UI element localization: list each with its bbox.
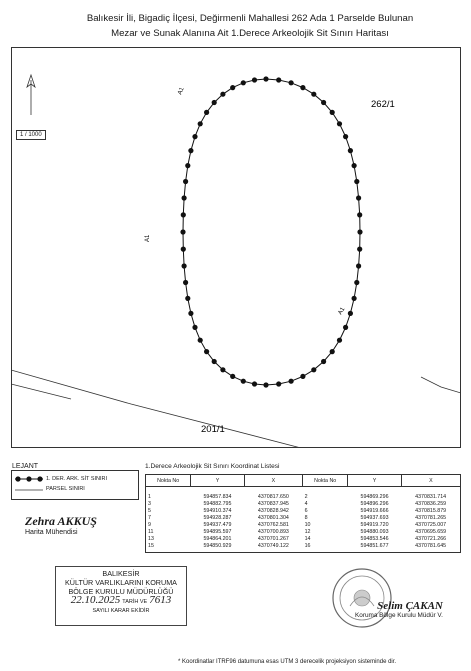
boundary-point: [252, 77, 257, 82]
legend-title: LEJANT: [12, 463, 39, 470]
boundary-point: [241, 379, 246, 384]
boundary-point: [230, 374, 235, 379]
table-cell: 4370801.304: [257, 515, 289, 521]
boundary-point: [192, 325, 197, 330]
boundary-point: [356, 195, 361, 200]
table-cell: 16: [304, 543, 311, 549]
boundary-point: [289, 80, 294, 85]
boundary-label-top: A1: [177, 86, 186, 96]
stamp-line-5: SAYILI KARAR EKİDİR: [92, 608, 150, 614]
col-header: X: [244, 475, 302, 487]
title-line-1: Balıkesir İli, Bigadiç İlçesi, Değirmenli Mahallesi 262 Ada 1 Parselde Bulunan: [86, 13, 414, 24]
table-cell: 4370700.893: [257, 529, 289, 535]
boundary-point: [321, 359, 326, 364]
boundary-point: [276, 381, 281, 386]
col-header: Nokta No: [146, 475, 191, 487]
signature-right: [355, 600, 443, 619]
footnote: * Koordinatlar ITRF96 datumuna esas UTM 3 derecelik projeksiyon sisteminde dir.: [178, 659, 397, 665]
boundary-point: [263, 382, 268, 387]
boundary-point: [204, 349, 209, 354]
boundary-point: [289, 379, 294, 384]
legend-item-site: 1. DER. ARK. SİT SINIRI: [46, 476, 108, 482]
boundary-point: [220, 367, 225, 372]
parcel-label-262-1: 262/1: [371, 99, 395, 110]
stamp-date: 22.10.2025: [70, 594, 121, 606]
table-cell: 3: [148, 501, 151, 507]
map-title: [40, 11, 460, 41]
table-cell: 594937.693: [360, 515, 389, 521]
boundary-point: [252, 381, 257, 386]
boundary-point: [352, 163, 357, 168]
boundary-point: [321, 100, 326, 105]
signature-left: [25, 514, 97, 536]
signature-right-name: Selim ÇAKAN: [377, 600, 443, 612]
legend-dot-icon: [37, 476, 42, 481]
boundary-point: [300, 85, 305, 90]
boundary-label-right: A1: [337, 306, 347, 316]
table-cell: 4370831.714: [415, 494, 447, 500]
boundary-point: [263, 76, 268, 81]
table-row: [146, 515, 461, 522]
boundary-point: [343, 134, 348, 139]
boundary-point: [357, 247, 362, 252]
stamp-line-3: BÖLGE KURULU MÜDÜRLÜĞÜ: [68, 587, 174, 596]
boundary-point: [185, 296, 190, 301]
table-cell: 4370828.942: [257, 508, 289, 514]
table-cell: 13: [148, 536, 154, 542]
table-cell: 14: [304, 536, 311, 542]
boundary-point: [198, 338, 203, 343]
boundary-point: [276, 77, 281, 82]
table-cell: 11: [148, 529, 154, 535]
table-cell: 4370725.007: [415, 522, 447, 528]
boundary-point: [220, 92, 225, 97]
table-row: [146, 536, 461, 543]
stamp-line-2: KÜLTÜR VARLIKLARINI KORUMA: [65, 578, 177, 587]
table-cell: 2: [304, 494, 308, 500]
table-cell: 4370701.267: [257, 536, 289, 542]
table-row: [146, 487, 461, 502]
boundary-point: [354, 179, 359, 184]
coordinate-table-body: [146, 487, 461, 553]
table-cell: 7: [148, 515, 151, 521]
approval-stamp: [55, 566, 187, 626]
boundary-point: [356, 263, 361, 268]
table-cell: 594919.720: [360, 522, 389, 528]
table-cell: 594850.929: [203, 543, 232, 549]
north-arrow: [27, 75, 35, 115]
map-canvas: [11, 47, 461, 448]
boundary-point: [300, 374, 305, 379]
boundary-point: [311, 367, 316, 372]
boundary-point: [181, 247, 186, 252]
col-header: X: [401, 475, 460, 487]
boundary-point: [330, 349, 335, 354]
boundary-point: [357, 212, 362, 217]
table-cell: 594857.834: [203, 494, 232, 500]
table-cell: 4370781.645: [415, 543, 447, 549]
boundary-point: [343, 325, 348, 330]
scale-box: 1 / 1000: [16, 130, 46, 140]
table-row: [146, 529, 461, 536]
table-cell: 10: [304, 522, 311, 528]
boundary-point: [182, 195, 187, 200]
col-header: Y: [348, 475, 401, 487]
boundary-point: [241, 80, 246, 85]
boundary-point: [212, 359, 217, 364]
boundary-point: [198, 121, 203, 126]
site-boundary-points: [180, 76, 362, 387]
legend-item-parcel: PARSEL SINIRI: [46, 486, 85, 492]
legend-dot-icon: [15, 476, 20, 481]
coordinate-table-title: 1.Derece Arkeolojik Sit Sınırı Koordinat Listesi: [145, 463, 280, 470]
table-cell: 4370837.945: [257, 501, 289, 507]
signature-left-title: Harita Mühendisi: [25, 529, 78, 536]
boundary-point: [182, 263, 187, 268]
table-cell: 594895.597: [203, 529, 232, 535]
table-cell: 594869.296: [360, 494, 389, 500]
boundary-point: [183, 179, 188, 184]
table-cell: 6: [304, 508, 308, 514]
signature-right-title: Koruma Bölge Kurulu Müdür V.: [355, 612, 443, 619]
table-cell: 594910.374: [203, 508, 232, 514]
boundary-point: [230, 85, 235, 90]
table-cell: 9: [148, 522, 151, 528]
boundary-point: [185, 163, 190, 168]
table-cell: 4370817.650: [257, 494, 289, 500]
boundary-point: [188, 311, 193, 316]
table-cell: 8: [304, 515, 308, 521]
boundary-point: [311, 92, 316, 97]
coordinate-table: [145, 474, 461, 553]
boundary-point: [204, 110, 209, 115]
boundary-point: [183, 280, 188, 285]
parcel-line-1: [11, 370, 301, 448]
table-cell: 4370721.266: [415, 536, 447, 542]
table-cell: 594853.546: [360, 536, 389, 542]
site-boundary-line: [183, 79, 360, 385]
table-cell: 594882.795: [203, 501, 232, 507]
table-cell: 12: [304, 529, 311, 535]
table-cell: 594937.479: [203, 522, 232, 528]
table-cell: 4370836.259: [415, 501, 447, 507]
boundary-label-left: A1: [145, 234, 151, 242]
stamp-decision-no: 7613: [149, 594, 172, 606]
boundary-point: [180, 229, 185, 234]
table-cell: 594851.677: [360, 543, 389, 549]
parcel-label-201-1: 201/1: [201, 424, 225, 435]
table-cell: 5: [148, 508, 151, 514]
boundary-point: [192, 134, 197, 139]
table-cell: 594928.287: [203, 515, 232, 521]
table-cell: 4370749.122: [257, 543, 289, 549]
table-cell: 4: [304, 501, 308, 507]
boundary-point: [337, 121, 342, 126]
table-cell: 4370695.659: [415, 529, 447, 535]
parcel-line-2: [11, 384, 71, 399]
table-cell: 4370781.265: [415, 515, 447, 521]
col-header: Nokta No: [303, 475, 348, 487]
boundary-point: [212, 100, 217, 105]
table-row: [146, 501, 461, 508]
boundary-point: [357, 229, 362, 234]
table-row: [146, 543, 461, 553]
table-cell: 4370815.879: [415, 508, 447, 514]
boundary-point: [348, 311, 353, 316]
table-cell: 594880.093: [360, 529, 389, 535]
col-header: Y: [191, 475, 244, 487]
table-row: [146, 522, 461, 529]
title-line-2: Mezar ve Sunak Alanına Ait 1.Derece Arkeolojik Sit Sınırı Haritası: [111, 28, 389, 39]
stamp-date-label: TARİH VE: [122, 599, 148, 605]
boundary-point: [354, 280, 359, 285]
boundary-point: [188, 148, 193, 153]
table-cell: 1: [148, 494, 151, 500]
official-seal-icon: [330, 566, 394, 630]
stamp-line-1: BALIKESİR: [102, 569, 140, 578]
boundary-point: [330, 110, 335, 115]
table-cell: 4370762.581: [257, 522, 289, 528]
parcel-line-3: [421, 377, 461, 393]
table-cell: 15: [148, 543, 154, 549]
boundary-point: [181, 212, 186, 217]
stamp-date-line: [56, 596, 186, 607]
table-cell: 594919.666: [360, 508, 389, 514]
table-header-row: [146, 475, 461, 487]
table-cell: 594864.201: [203, 536, 232, 542]
table-cell: 594896.296: [360, 501, 389, 507]
boundary-point: [337, 338, 342, 343]
legend-symbols: [13, 472, 45, 498]
signature-left-name: Zehra AKKUŞ: [25, 514, 97, 528]
legend-dot-icon: [26, 476, 31, 481]
boundary-point: [352, 296, 357, 301]
table-row: [146, 508, 461, 515]
boundary-point: [348, 148, 353, 153]
